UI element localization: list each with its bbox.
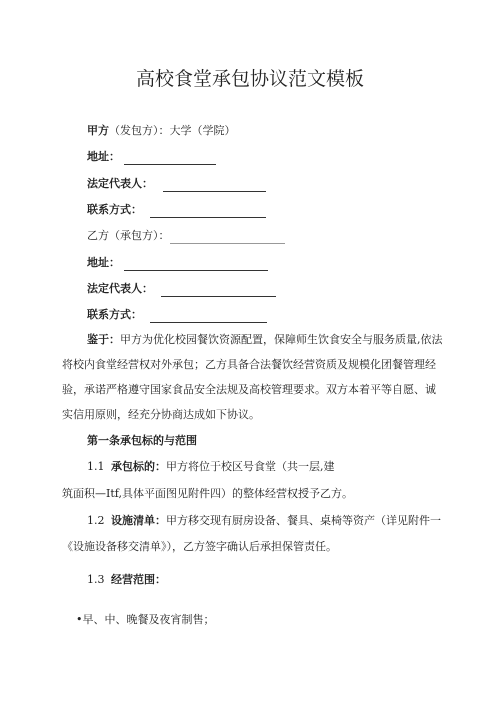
clause-1-3-number: 1.3 (87, 573, 105, 586)
clause-1-2-line-1 (87, 513, 441, 529)
party-b-line (87, 228, 285, 244)
clause-1-2-text-1: 甲方移交现有厨房设备、餐具、桌椅等资产（详见附件一 (166, 514, 441, 527)
party-a-address-blank[interactable] (124, 153, 216, 165)
party-b-representative (87, 281, 276, 297)
recital-text-1: 甲方为优化校园餐饮资源配置，保障师生饮食安全与服务质量,依法 (120, 333, 443, 346)
clause-1-2-number: 1.2 (87, 514, 105, 527)
clause-1-2-label: 设施清单： (111, 514, 166, 527)
party-a-line (87, 123, 236, 139)
party-a-address-label: 地址： (87, 150, 120, 163)
party-a-role: （发包方）： (109, 124, 170, 137)
party-a-name: 大学（学院） (169, 124, 236, 137)
party-a-contact (87, 202, 266, 218)
party-b-contact-label: 联系方式： (87, 308, 142, 321)
party-a-rep-label: 法定代表人： (87, 177, 153, 190)
clause-1-1-line-1 (87, 459, 335, 475)
clause-1-1-line-2: 筑面积—Itf,具体平面图见附件四）的整体经营权授予乙方。 (62, 487, 353, 500)
party-b-contact-blank[interactable] (150, 311, 267, 323)
recital-label: 鉴于： (87, 333, 120, 346)
recital-line-3: 验，承诺严格遵守国家食品安全法规及高校管理要求。双方本着平等自愿、诚 (62, 383, 436, 396)
clause-1-1-text-1: 甲方将位于校区号食堂（共一层,建 (166, 460, 335, 473)
clause-1-2-line-2: 《设施设备移交清单》），乙方签字确认后承担保管责任。 (62, 540, 337, 553)
party-b-rep-label: 法定代表人： (87, 282, 153, 295)
party-b-rep-blank[interactable] (161, 285, 276, 297)
party-a-rep-blank[interactable] (163, 180, 266, 192)
party-b-address (87, 255, 268, 271)
clause-1-1-number: 1.1 (87, 460, 105, 473)
party-b-name-blank[interactable] (170, 232, 285, 244)
party-a-label: 甲方 (87, 124, 109, 137)
party-a-contact-blank[interactable] (150, 206, 266, 218)
party-b-address-blank[interactable] (124, 259, 268, 271)
clause-1-1-label: 承包标的： (111, 460, 166, 473)
recital-line-4: 实信用原则，经充分协商达成如下协议。 (62, 408, 260, 421)
party-a-address (87, 149, 216, 165)
party-b-address-label: 地址： (87, 256, 120, 269)
recital-line-2: 将校内食堂经营权对外承包；乙方具备合法餐饮经营资质及规模化团餐管理经 (62, 358, 436, 371)
clause-1-3-line (87, 572, 166, 588)
article-1-heading: 第一条承包标的与范围 (87, 434, 197, 447)
party-a-contact-label: 联系方式： (87, 203, 142, 216)
party-b-label: 乙方 (87, 229, 109, 242)
clause-1-3-label: 经营范围： (111, 573, 166, 586)
party-a-representative (87, 176, 266, 192)
party-b-role: （承包方）： (109, 229, 170, 242)
party-b-contact (87, 307, 267, 323)
recital-line-1 (87, 332, 443, 348)
document-title: 高校食堂承包协议范文模板 (135, 68, 364, 90)
scope-bullet-1: •早、中、晚餐及夜宵制售； (76, 613, 215, 626)
